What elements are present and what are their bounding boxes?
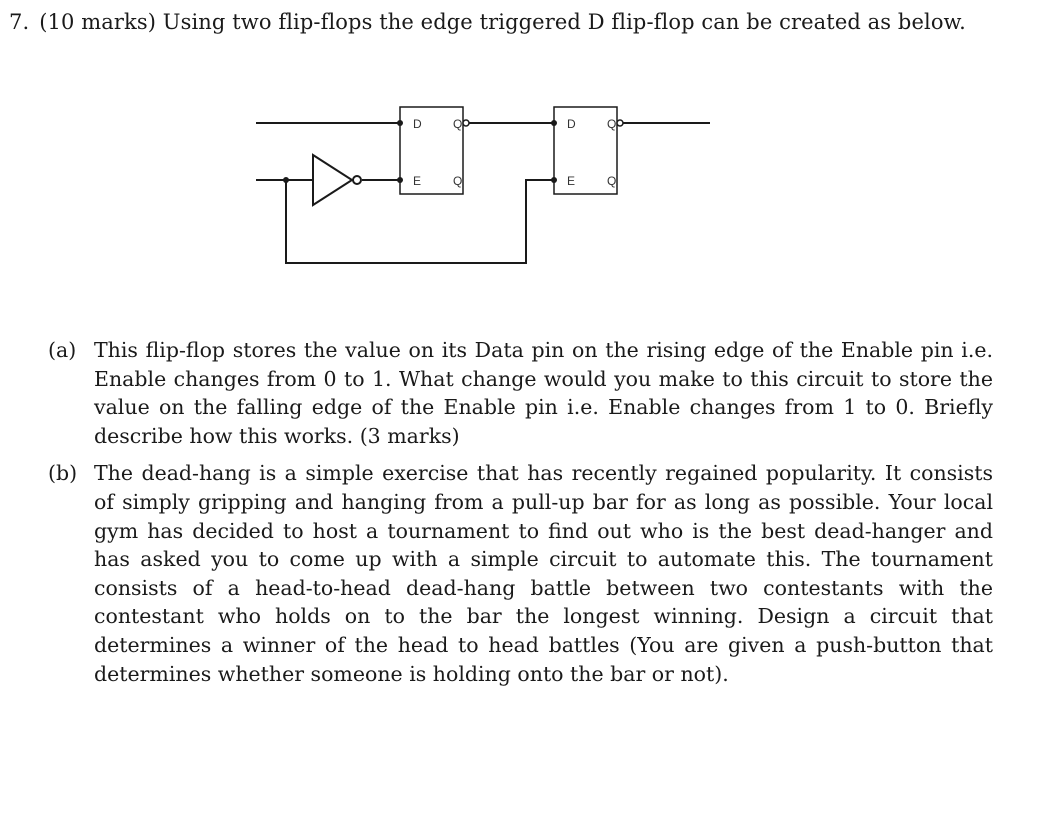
ff1-q-label: Q [453, 174, 463, 188]
part-b [48, 459, 993, 688]
inverter-bubble [353, 176, 361, 184]
junction-dot [283, 177, 289, 183]
ff1-qbar-bubble [463, 120, 469, 126]
ff1-d-label: D [413, 117, 422, 131]
ff2-d-pin-dot [551, 120, 557, 126]
ff2-e-pin-dot [551, 177, 557, 183]
ff1-qbar-label: Q [453, 117, 463, 131]
flip-flop-circuit-diagram [0, 0, 1038, 300]
ff2-qbar-bubble [617, 120, 623, 126]
question-number: 7. [9, 10, 30, 34]
flip-flop-1 [397, 107, 469, 194]
part-b-text: The dead-hang is a simple exercise that has recently regained popularity. It consists of simply gripping and hanging from a pull-up bar for as long as possible. Your local gym has decided to host a tournament to find out who is the best dead-hanger and has asked you to come up with a simple circuit to automate this. The tournament consists of a head-to-head dead-hang battle between two contestants with the contestant who holds on to the bar the longest winning. Design a circuit that determines a winner of the head to head battles (You are given a push-button that determines whether someone is holding onto the bar or not). [94, 461, 993, 686]
ff2-d-label: D [567, 117, 576, 131]
question-text: (10 marks) Using two flip-flops the edge triggered D flip-flop can be created as below. [39, 10, 966, 34]
flip-flop-2 [551, 107, 623, 194]
ff1-e-label: E [413, 174, 422, 188]
part-a [48, 336, 993, 450]
inverter-gate [313, 155, 352, 205]
part-a-label: (a) [48, 338, 77, 362]
ff2-q-label: Q [607, 174, 617, 188]
question-parts [48, 336, 993, 697]
ff1-d-pin-dot [397, 120, 403, 126]
ff1-e-pin-dot [397, 177, 403, 183]
part-a-text: This flip-flop stores the value on its Data pin on the rising edge of the Enable pin i.e. Enable changes from 0 to 1. What change would you make to this circuit to store the value on the falling edge of the Enable pin i.e. Enable changes from 1 to 0. Briefly describe how this works. (3 marks) [94, 338, 993, 448]
ff2-e-label: E [567, 174, 576, 188]
part-b-label: (b) [48, 461, 78, 486]
ff2-qbar-label: Q [607, 117, 617, 131]
